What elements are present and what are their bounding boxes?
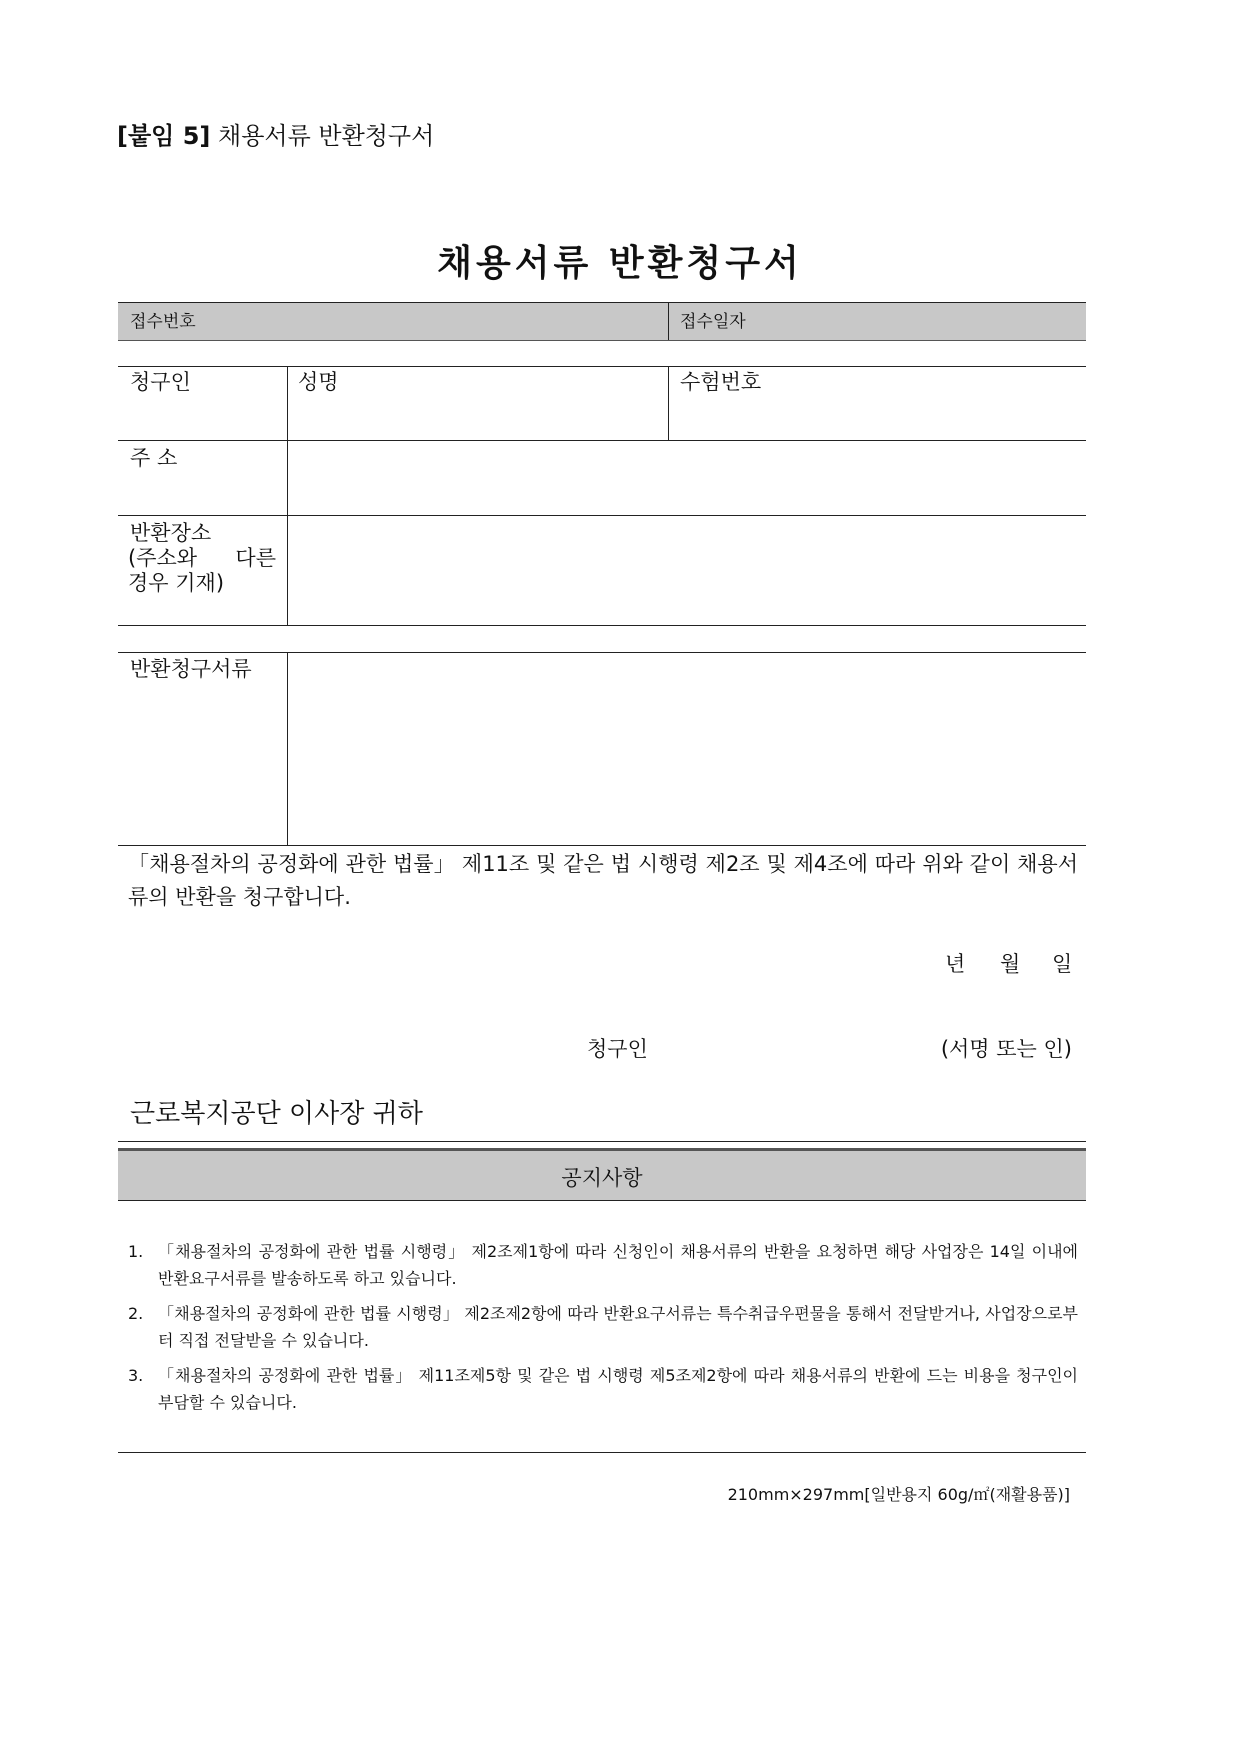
signature-note: (서명 또는 인) [940,1037,1072,1061]
divider [118,1148,1086,1151]
divider [287,652,288,845]
divider [118,340,1086,341]
notice-item-text: 「채용절차의 공정화에 관한 법률 시행령」 제2조제2항에 따라 반환요구서류는 특수취급우편물을 통해서 전달받거나, 사업장으로부터 직접 전달받을 수 있습니다. [158,1304,1078,1350]
documents-label: 반환청구서류 [130,657,252,681]
return-place-note-part: 경우 기재) [128,571,225,595]
address-label: 주 소 [130,446,178,470]
return-place-note-part: 다른 [235,546,276,570]
return-place-note-part: (주소와 [128,546,198,570]
claimant-label: 청구인 [130,370,191,394]
divider [118,845,1086,846]
divider [668,302,669,340]
attachment-header [117,116,434,151]
receipt-no-label: 접수번호 [130,312,196,332]
receipt-date-label: 접수일자 [680,312,746,332]
attachment-name: 채용서류 반환청구서 [218,122,435,150]
signer-label: 청구인 [587,1037,648,1061]
return-place-note [128,546,276,596]
notice-list [128,1238,1078,1424]
date-day: 일 [1052,952,1073,976]
divider [668,366,669,440]
notice-title: 공지사항 [561,1166,643,1190]
divider [118,1141,1086,1142]
divider [118,652,1086,653]
divider [118,440,1086,441]
notice-item-text: 「채용절차의 공정화에 관한 법률 시행령」 제2조제1항에 따라 신청인이 채용서류의 반환을 요청하면 해당 사업장은 14일 이내에 반환요구서류를 발송하도록 하고 있습니다. [158,1242,1078,1288]
attachment-tag: [붙임 5] [117,122,211,150]
notice-item-number: 3. [128,1366,144,1385]
notice-item-number: 2. [128,1304,144,1323]
divider [118,1452,1086,1453]
notice-item [128,1362,1078,1416]
divider [287,366,288,625]
name-label: 성명 [298,370,339,394]
divider [118,515,1086,516]
notice-item [128,1238,1078,1292]
declaration: 「채용절차의 공정화에 관한 법률」 제11조 및 같은 법 시행령 제2조 및 제4조에 따라 위와 같이 채용서류의 반환을 청구합니다. [128,852,1078,909]
return-place-label: 반환장소 [130,521,212,545]
recipient: 근로복지공단 이사장 귀하 [130,1099,423,1129]
divider [118,302,1086,303]
divider [118,366,1086,367]
form-title: 채용서류 반환청구서 [437,243,803,284]
receipt-row [118,302,1086,340]
notice-item-text: 「채용절차의 공정화에 관한 법률」 제11조제5항 및 같은 법 시행령 제5조제2항에 따라 채용서류의 반환에 드는 비용을 청구인이 부담할 수 있습니다. [158,1366,1078,1412]
date-year: 년 [945,952,966,976]
notice-item-number: 1. [128,1242,144,1261]
notice-item [128,1300,1078,1354]
date-month: 월 [1000,952,1021,976]
exam-no-label: 수험번호 [680,370,762,394]
paper-spec: 210mm×297mm[일반용지 60g/㎡(재활용품)] [727,1485,1070,1504]
divider [118,625,1086,626]
divider [118,1200,1086,1201]
